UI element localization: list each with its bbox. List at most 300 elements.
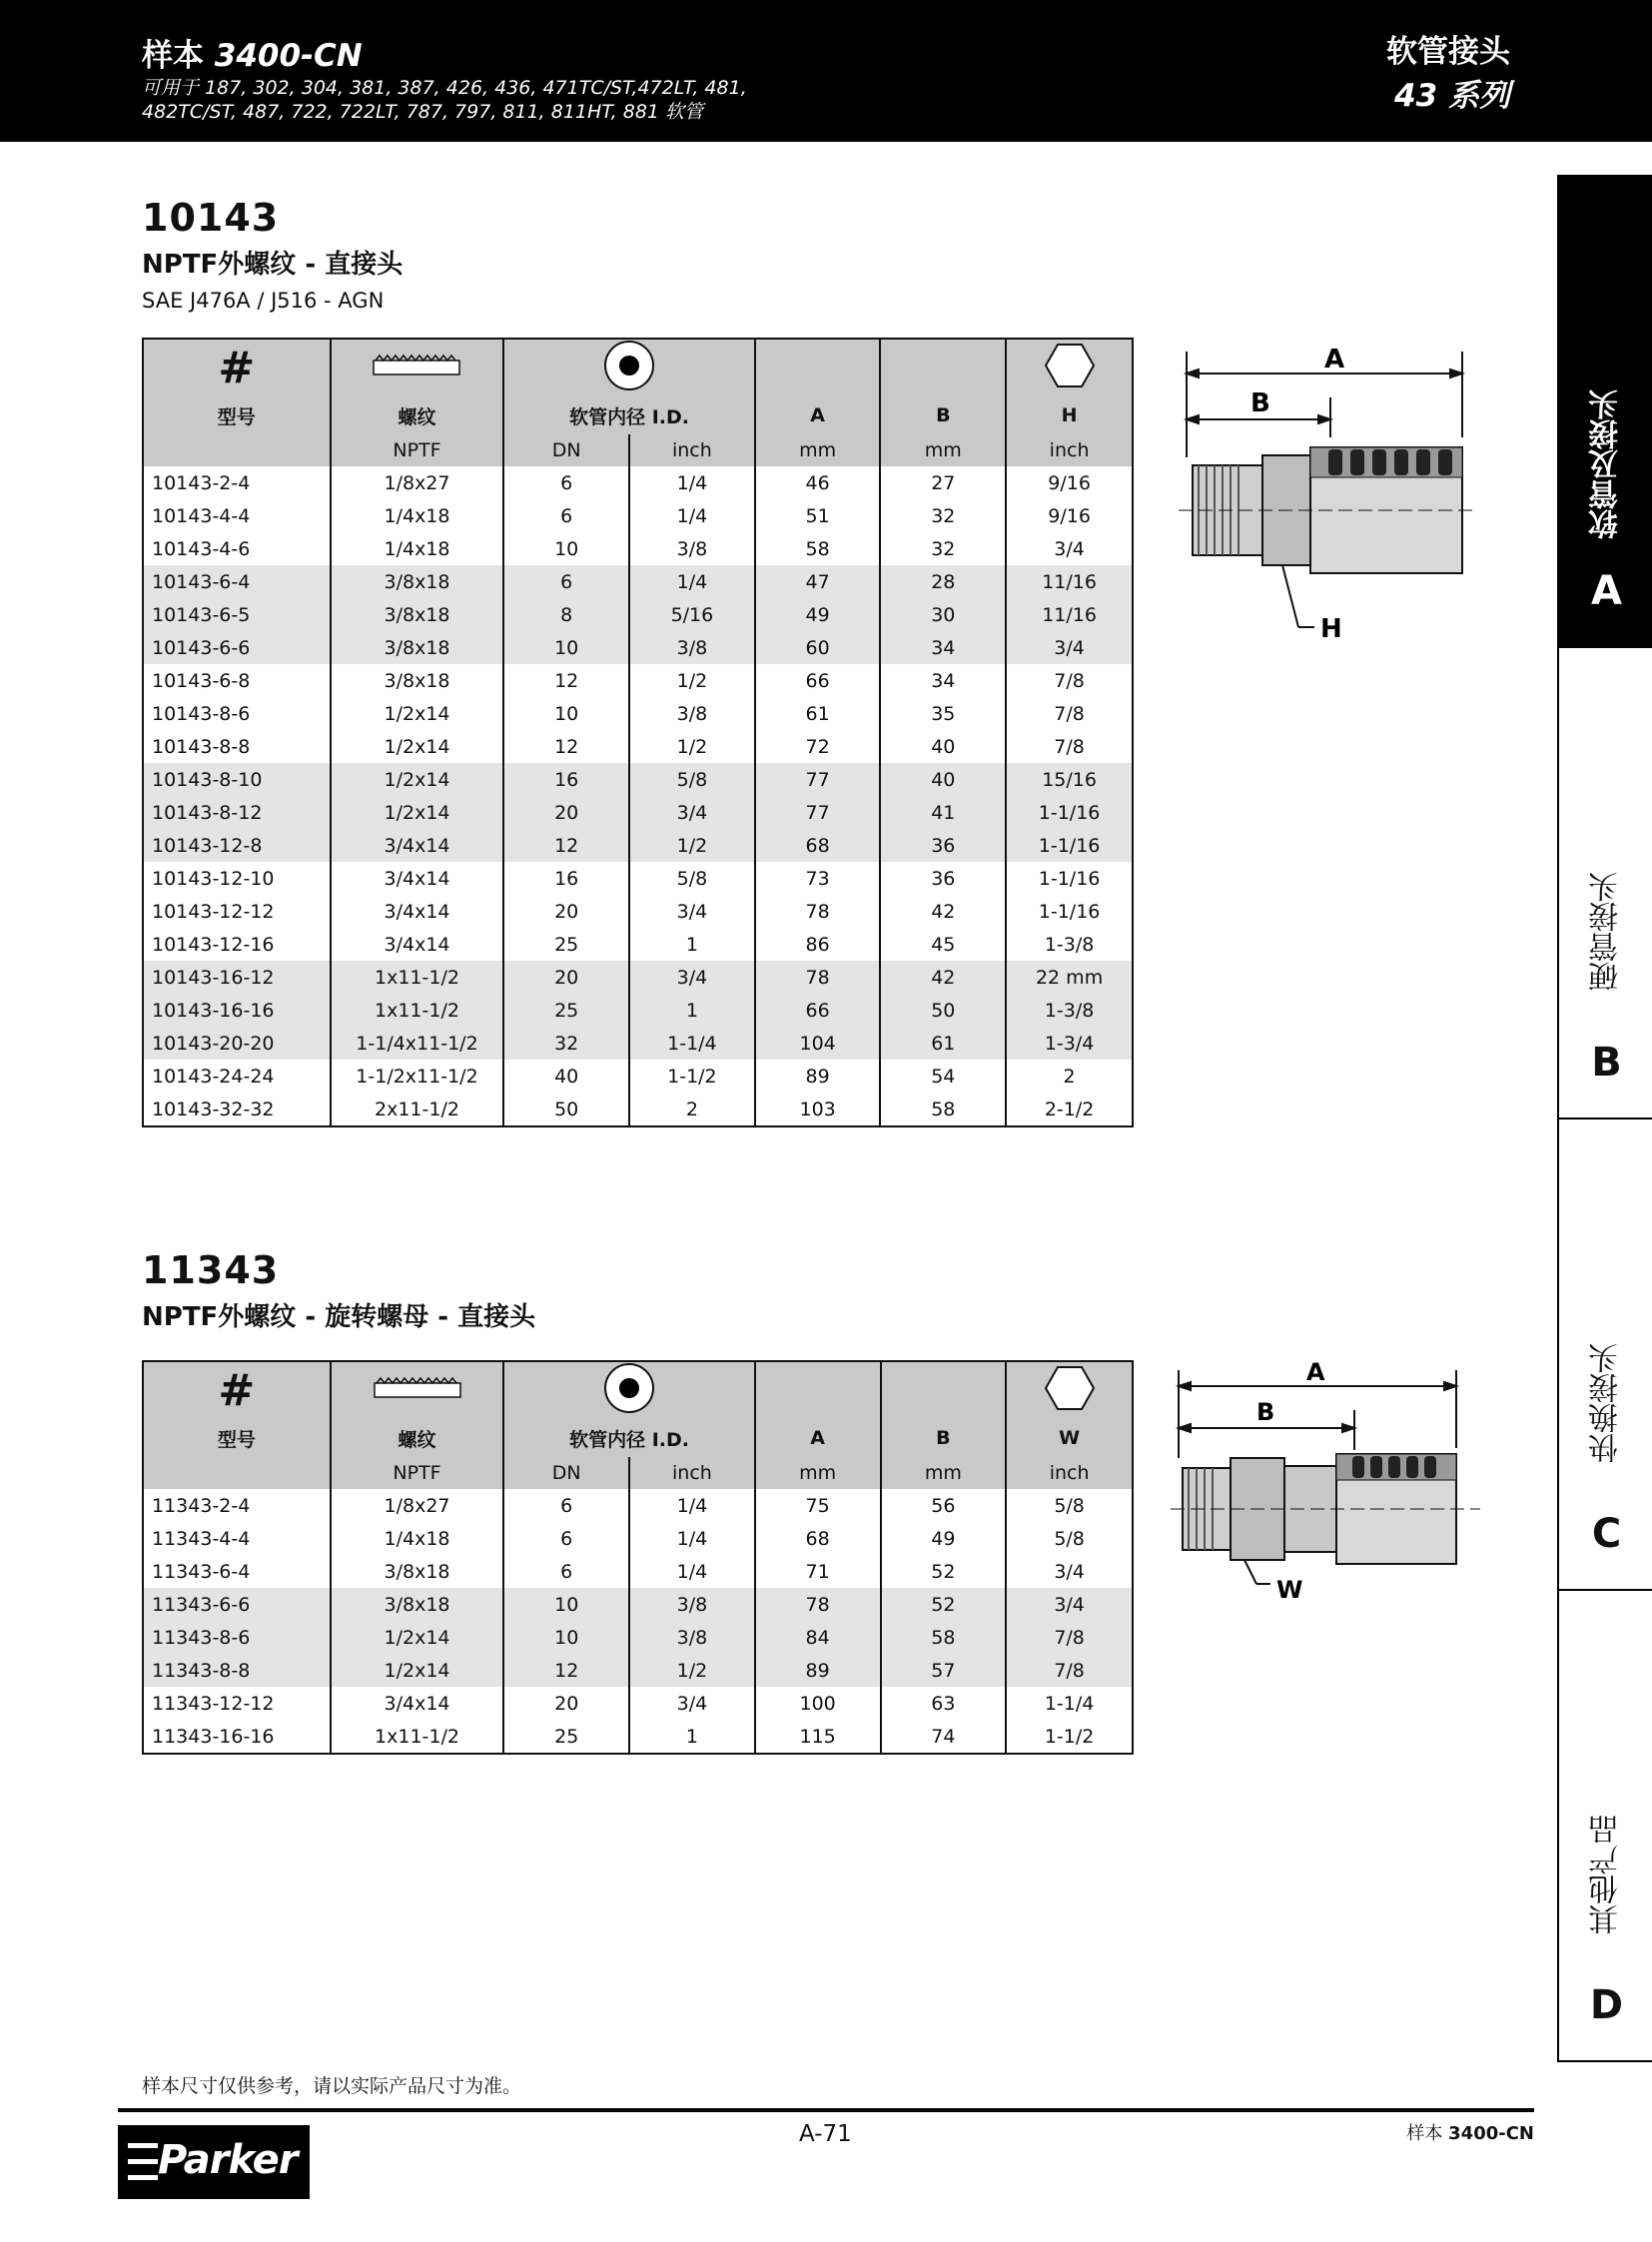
col-thread: 螺纹	[331, 1419, 504, 1457]
cell-dn: 10	[503, 697, 629, 730]
cell-dn: 40	[503, 1060, 629, 1093]
tab-label: 硬管接头	[1588, 872, 1624, 992]
cell-part-number: 10143-6-5	[143, 598, 331, 631]
cell-hex-size: 1-1/16	[1006, 862, 1133, 895]
hash-header: #	[143, 339, 331, 396]
cell-dn: 16	[503, 763, 629, 796]
cell-dim-b: 54	[880, 1060, 1006, 1093]
col-thread: 螺纹	[331, 396, 504, 434]
header-category	[1386, 30, 1510, 118]
compatible-hoses-line1: 可用于 187, 302, 304, 381, 387, 426, 436, 471TC/ST,472LT, 481,	[142, 77, 747, 99]
tab-label: 快换接头	[1588, 1343, 1624, 1463]
cell-id-inch: 5/16	[629, 598, 755, 631]
cell-dim-b: 42	[880, 961, 1006, 994]
cell-id-inch: 1/4	[629, 1555, 755, 1588]
table-row	[143, 796, 1133, 829]
col-a: A	[755, 396, 881, 434]
cell-dim-a: 71	[755, 1555, 881, 1588]
logo-text: Parker	[158, 2137, 298, 2183]
cell-part-number: 10143-8-10	[143, 763, 331, 796]
cell-dim-a: 46	[755, 466, 881, 499]
cell-dim-b: 32	[880, 499, 1006, 532]
cell-dim-b: 58	[880, 1093, 1006, 1126]
thread-icon-cell	[331, 1361, 504, 1419]
table-row	[143, 862, 1133, 895]
cell-hex-size: 5/8	[1006, 1489, 1133, 1522]
cell-thread-size: 1/4x18	[331, 1522, 504, 1555]
cell-id-inch: 3/4	[629, 895, 755, 928]
cell-id-inch: 1/4	[629, 466, 755, 499]
cell-thread-size: 3/8x18	[331, 631, 504, 664]
cell-part-number: 10143-4-6	[143, 532, 331, 565]
footer-catalog	[1406, 2119, 1534, 2145]
cell-dim-b: 34	[880, 631, 1006, 664]
cell-hex-size: 7/8	[1006, 1654, 1133, 1687]
cell-dn: 8	[503, 598, 629, 631]
hex-icon-cell	[1006, 1361, 1133, 1419]
cell-id-inch: 1	[629, 928, 755, 961]
unit-mm-a: mm	[755, 434, 881, 466]
hash-header: #	[143, 1361, 331, 1419]
hex-icon	[1044, 343, 1096, 388]
a-icon-cell	[755, 339, 881, 396]
cell-part-number: 10143-6-8	[143, 664, 331, 697]
a-icon-cell	[755, 1361, 881, 1419]
cell-thread-size: 3/4x14	[331, 895, 504, 928]
cell-part-number: 10143-12-10	[143, 862, 331, 895]
cell-dn: 12	[503, 1654, 629, 1687]
table-row	[143, 1522, 1133, 1555]
cell-hex-size: 5/8	[1006, 1522, 1133, 1555]
cell-thread-size: 1x11-1/2	[331, 1720, 504, 1754]
cell-dn: 20	[503, 796, 629, 829]
cell-thread-size: 3/4x14	[331, 862, 504, 895]
cell-dim-a: 100	[755, 1687, 881, 1720]
cell-dim-b: 34	[880, 664, 1006, 697]
cell-dim-b: 61	[880, 1027, 1006, 1060]
table-row	[143, 664, 1133, 697]
dim-h-label: H	[1320, 614, 1342, 637]
page-number: A-71	[799, 2121, 852, 2147]
cell-dim-b: 28	[880, 565, 1006, 598]
cell-thread-size: 2x11-1/2	[331, 1093, 504, 1126]
table-row	[143, 1687, 1133, 1720]
cell-dim-a: 51	[755, 499, 881, 532]
cell-dim-a: 115	[755, 1720, 881, 1754]
cell-hex-size: 1-1/16	[1006, 796, 1133, 829]
hose-id-icon	[603, 1362, 655, 1414]
cell-dim-b: 50	[880, 994, 1006, 1027]
cell-thread-size: 3/8x18	[331, 664, 504, 697]
cell-part-number: 10143-12-12	[143, 895, 331, 928]
tab-letter: A	[1591, 568, 1622, 614]
cell-thread-size: 1/8x27	[331, 1489, 504, 1522]
unit-blank	[143, 1457, 331, 1489]
dim-a-label: A	[1324, 345, 1345, 374]
unit-inch-w: inch	[1006, 1457, 1133, 1489]
cell-dn: 6	[503, 1522, 629, 1555]
cell-id-inch: 5/8	[629, 862, 755, 895]
cell-dim-a: 72	[755, 730, 881, 763]
cell-dn: 10	[503, 1621, 629, 1654]
catalog-title	[142, 30, 363, 75]
thread-icon	[372, 353, 461, 378]
cell-dim-a: 89	[755, 1654, 881, 1687]
cell-dim-b: 27	[880, 466, 1006, 499]
cell-id-inch: 1/2	[629, 1654, 755, 1687]
cell-dn: 6	[503, 466, 629, 499]
table-row	[143, 466, 1133, 499]
cell-hex-size: 1-3/4	[1006, 1027, 1133, 1060]
cell-part-number: 11343-8-8	[143, 1654, 331, 1687]
cell-dn: 25	[503, 994, 629, 1027]
cell-hex-size: 1-3/8	[1006, 928, 1133, 961]
table-row	[143, 1093, 1133, 1126]
cell-dim-a: 86	[755, 928, 881, 961]
cell-dn: 20	[503, 961, 629, 994]
cell-dn: 32	[503, 1027, 629, 1060]
page-header	[0, 0, 1652, 142]
table-row	[143, 1720, 1133, 1754]
col-b: B	[880, 396, 1006, 434]
cell-dim-b: 36	[880, 829, 1006, 862]
cell-dim-b: 56	[881, 1489, 1007, 1522]
cell-part-number: 10143-6-4	[143, 565, 331, 598]
cell-dn: 10	[503, 1588, 629, 1621]
cell-part-number: 10143-8-12	[143, 796, 331, 829]
cell-thread-size: 3/4x14	[331, 928, 504, 961]
cell-dim-b: 35	[880, 697, 1006, 730]
unit-blank	[143, 434, 331, 466]
cell-dim-b: 42	[880, 895, 1006, 928]
cell-hex-size: 15/16	[1006, 763, 1133, 796]
cell-dim-b: 52	[881, 1588, 1007, 1621]
cell-part-number: 11343-16-16	[143, 1720, 331, 1754]
table-row	[143, 1555, 1133, 1588]
cell-dim-b: 57	[881, 1654, 1007, 1687]
hex-icon-cell	[1006, 339, 1133, 396]
cell-hex-size: 3/4	[1006, 631, 1133, 664]
cell-id-inch: 1/2	[629, 829, 755, 862]
unit-mm-a: mm	[755, 1457, 881, 1489]
cell-hex-size: 9/16	[1006, 499, 1133, 532]
cell-dim-b: 63	[881, 1687, 1007, 1720]
cell-thread-size: 1/2x14	[331, 697, 504, 730]
cell-id-inch: 3/8	[629, 1621, 755, 1654]
table-row	[143, 1621, 1133, 1654]
col-hose-id: 软管内径 I.D.	[503, 396, 754, 434]
hose-id-icon-cell	[503, 1361, 754, 1419]
cell-dn: 50	[503, 1093, 629, 1126]
cell-id-inch: 1/2	[629, 730, 755, 763]
footer-catalog-prefix: 样本	[1406, 2123, 1443, 2144]
logo-bar	[128, 2175, 158, 2180]
tab-label: 软管及接头	[1588, 389, 1624, 539]
catalog-code: 3400-CN	[214, 38, 363, 74]
unit-dn: DN	[503, 1457, 629, 1489]
unit-mm-b: mm	[881, 1457, 1007, 1489]
cell-dim-a: 49	[755, 598, 881, 631]
unit-nptf: NPTF	[331, 434, 504, 466]
fitting-drawing-11343	[1171, 1358, 1480, 1608]
cell-dim-a: 77	[755, 796, 881, 829]
unit-dn: DN	[503, 434, 629, 466]
tab-c-quick-couplings[interactable]	[1557, 1118, 1652, 1591]
cell-part-number: 10143-2-4	[143, 466, 331, 499]
tab-label: 其他产品	[1588, 1815, 1624, 1934]
cell-thread-size: 1-1/4x11-1/2	[331, 1027, 504, 1060]
col-hose-id: 软管内径 I.D.	[503, 1419, 754, 1457]
cell-dim-a: 77	[755, 763, 881, 796]
section-number: 11343	[142, 1248, 280, 1292]
cell-dim-b: 32	[880, 532, 1006, 565]
table-row	[143, 499, 1133, 532]
table-row	[143, 928, 1133, 961]
section-name: NPTF外螺纹 - 直接头	[142, 250, 404, 280]
footer-catalog-code: 3400-CN	[1448, 2123, 1534, 2144]
cell-dim-a: 104	[755, 1027, 881, 1060]
cell-id-inch: 3/8	[629, 697, 755, 730]
cell-thread-size: 1-1/2x11-1/2	[331, 1060, 504, 1093]
cell-hex-size: 7/8	[1006, 1621, 1133, 1654]
cell-part-number: 10143-4-4	[143, 499, 331, 532]
tab-b-tube-fittings[interactable]	[1557, 646, 1652, 1120]
table-row	[143, 598, 1133, 631]
cell-hex-size: 1-1/4	[1006, 1687, 1133, 1720]
cell-thread-size: 3/8x18	[331, 598, 504, 631]
col-part-number: 型号	[143, 1419, 331, 1457]
cell-dn: 10	[503, 631, 629, 664]
cell-dim-b: 40	[880, 763, 1006, 796]
cell-part-number: 10143-20-20	[143, 1027, 331, 1060]
cell-part-number: 10143-8-8	[143, 730, 331, 763]
cell-part-number: 10143-12-8	[143, 829, 331, 862]
b-icon-cell	[880, 339, 1006, 396]
cell-part-number: 10143-8-6	[143, 697, 331, 730]
cell-hex-size: 7/8	[1006, 730, 1133, 763]
cell-thread-size: 3/8x18	[331, 1555, 504, 1588]
cell-hex-size: 3/4	[1006, 1588, 1133, 1621]
cell-thread-size: 1/2x14	[331, 730, 504, 763]
cell-thread-size: 1/4x18	[331, 532, 504, 565]
fitting-drawing-10143	[1179, 338, 1478, 637]
cell-id-inch: 3/8	[629, 532, 755, 565]
cell-part-number: 11343-12-12	[143, 1687, 331, 1720]
thread-icon	[373, 1375, 462, 1401]
cell-hex-size: 11/16	[1006, 565, 1133, 598]
cell-dn: 6	[503, 1555, 629, 1588]
table-row	[143, 994, 1133, 1027]
unit-nptf: NPTF	[331, 1457, 504, 1489]
cell-hex-size: 3/4	[1006, 532, 1133, 565]
cell-thread-size: 1/8x27	[331, 466, 504, 499]
cell-dim-b: 40	[880, 730, 1006, 763]
cell-dn: 25	[503, 928, 629, 961]
cell-dim-a: 60	[755, 631, 881, 664]
compatible-hoses-line2: 482TC/ST, 487, 722, 722LT, 787, 797, 811, 811HT, 881 软管	[142, 101, 704, 123]
cell-thread-size: 3/4x14	[331, 829, 504, 862]
cell-dim-b: 45	[880, 928, 1006, 961]
table-row	[143, 532, 1133, 565]
table-row	[143, 697, 1133, 730]
tab-d-other-products[interactable]	[1557, 1589, 1652, 2062]
cell-id-inch: 2	[629, 1093, 755, 1126]
cell-id-inch: 3/8	[629, 631, 755, 664]
cell-dim-b: 41	[880, 796, 1006, 829]
cell-dn: 25	[503, 1720, 629, 1754]
cell-dn: 10	[503, 532, 629, 565]
table-row	[143, 730, 1133, 763]
cell-dn: 12	[503, 664, 629, 697]
cell-dn: 20	[503, 895, 629, 928]
col-w: W	[1006, 1419, 1133, 1457]
col-h: H	[1006, 396, 1133, 434]
cell-hex-size: 2-1/2	[1006, 1093, 1133, 1126]
cell-dn: 6	[503, 565, 629, 598]
cell-dim-a: 78	[755, 895, 881, 928]
series-title: 43 系列	[1394, 78, 1510, 114]
section-standard: SAE J476A / J516 - AGN	[142, 289, 385, 313]
cell-dim-a: 73	[755, 862, 881, 895]
dim-a-label: A	[1306, 1358, 1325, 1386]
cell-id-inch: 1-1/2	[629, 1060, 755, 1093]
table-row	[143, 1027, 1133, 1060]
cell-hex-size: 1-3/8	[1006, 994, 1133, 1027]
cell-part-number: 10143-32-32	[143, 1093, 331, 1126]
cell-thread-size: 1/2x14	[331, 796, 504, 829]
cell-thread-size: 1x11-1/2	[331, 961, 504, 994]
col-b: B	[881, 1419, 1007, 1457]
tab-letter: C	[1591, 1511, 1622, 1557]
cell-dim-a: 78	[755, 1588, 881, 1621]
cell-dim-a: 89	[755, 1060, 881, 1093]
cell-part-number: 11343-6-6	[143, 1588, 331, 1621]
cell-id-inch: 1/4	[629, 499, 755, 532]
table-row	[143, 1588, 1133, 1621]
cell-id-inch: 1/4	[629, 1489, 755, 1522]
cell-hex-size: 9/16	[1006, 466, 1133, 499]
parker-logo	[118, 2125, 310, 2199]
cell-part-number: 10143-6-6	[143, 631, 331, 664]
cell-dim-b: 52	[881, 1555, 1007, 1588]
cell-dim-b: 36	[880, 862, 1006, 895]
cell-dim-b: 30	[880, 598, 1006, 631]
cell-dim-b: 49	[881, 1522, 1007, 1555]
tab-a-hoses-fittings[interactable]	[1557, 175, 1652, 648]
col-a: A	[755, 1419, 881, 1457]
cell-dn: 6	[503, 499, 629, 532]
cell-dim-a: 68	[755, 1522, 881, 1555]
table-row	[143, 829, 1133, 862]
cell-dim-a: 58	[755, 532, 881, 565]
cell-dim-a: 84	[755, 1621, 881, 1654]
cell-thread-size: 3/8x18	[331, 565, 504, 598]
section-11343-heading	[142, 1248, 535, 1333]
cell-dim-a: 66	[755, 994, 881, 1027]
cell-part-number: 10143-16-16	[143, 994, 331, 1027]
section-10143-heading	[142, 196, 403, 313]
cell-id-inch: 3/4	[629, 961, 755, 994]
tab-letter: D	[1589, 1982, 1624, 2028]
cell-thread-size: 1/2x14	[331, 1621, 504, 1654]
cell-part-number: 11343-2-4	[143, 1489, 331, 1522]
table-row	[143, 1654, 1133, 1687]
unit-mm-b: mm	[880, 434, 1006, 466]
logo-bar	[128, 2159, 158, 2164]
cell-thread-size: 3/8x18	[331, 1588, 504, 1621]
cell-dim-a: 75	[755, 1489, 881, 1522]
hose-id-icon	[603, 340, 655, 391]
cell-hex-size: 7/8	[1006, 697, 1133, 730]
catalog-title-prefix: 样本	[142, 38, 204, 74]
cell-part-number: 10143-16-12	[143, 961, 331, 994]
cell-hex-size: 11/16	[1006, 598, 1133, 631]
cell-id-inch: 1/2	[629, 664, 755, 697]
cell-part-number: 10143-12-16	[143, 928, 331, 961]
table-row	[143, 1060, 1133, 1093]
table-row	[143, 565, 1133, 598]
unit-inch: inch	[629, 434, 755, 466]
cell-thread-size: 1/2x14	[331, 1654, 504, 1687]
cell-dim-a: 61	[755, 697, 881, 730]
cell-hex-size: 1-1/16	[1006, 829, 1133, 862]
cell-dim-a: 103	[755, 1093, 881, 1126]
cell-thread-size: 1/4x18	[331, 499, 504, 532]
spec-table-11343	[142, 1360, 1134, 1755]
b-icon-cell	[881, 1361, 1007, 1419]
section-name: NPTF外螺纹 - 旋转螺母 - 直接头	[142, 1302, 536, 1332]
category-title: 软管接头	[1386, 34, 1510, 70]
cell-dn: 16	[503, 862, 629, 895]
cell-hex-size: 1-1/2	[1006, 1720, 1133, 1754]
col-part-number: 型号	[143, 396, 331, 434]
cell-id-inch: 1	[629, 1720, 755, 1754]
cell-dim-b: 58	[881, 1621, 1007, 1654]
cell-dim-a: 78	[755, 961, 881, 994]
cell-dn: 20	[503, 1687, 629, 1720]
table-row	[143, 631, 1133, 664]
tab-letter: B	[1591, 1040, 1622, 1086]
cell-part-number: 10143-24-24	[143, 1060, 331, 1093]
cell-id-inch: 5/8	[629, 763, 755, 796]
cell-thread-size: 3/4x14	[331, 1687, 504, 1720]
footer-divider	[118, 2108, 1534, 2112]
unit-inch: inch	[629, 1457, 755, 1489]
hose-id-icon-cell	[503, 339, 754, 396]
cell-id-inch: 1/4	[629, 565, 755, 598]
cell-hex-size: 22 mm	[1006, 961, 1133, 994]
footer-note: 样本尺寸仅供参考，请以实际产品尺寸为准。	[142, 2075, 522, 2097]
cell-dn: 12	[503, 829, 629, 862]
cell-id-inch: 1-1/4	[629, 1027, 755, 1060]
cell-part-number: 11343-4-4	[143, 1522, 331, 1555]
cell-hex-size: 3/4	[1006, 1555, 1133, 1588]
dim-b-label: B	[1250, 388, 1270, 418]
cell-dn: 12	[503, 730, 629, 763]
thread-icon-cell	[331, 339, 504, 396]
table-row	[143, 763, 1133, 796]
cell-thread-size: 1/2x14	[331, 763, 504, 796]
cell-hex-size: 1-1/16	[1006, 895, 1133, 928]
table-row	[143, 961, 1133, 994]
logo-bar	[128, 2143, 158, 2148]
table-row	[143, 895, 1133, 928]
dim-b-label: B	[1256, 1398, 1275, 1426]
compatible-hoses	[142, 76, 781, 124]
unit-inch-h: inch	[1006, 434, 1133, 466]
section-number: 10143	[142, 196, 280, 240]
cell-dim-b: 74	[881, 1720, 1007, 1754]
